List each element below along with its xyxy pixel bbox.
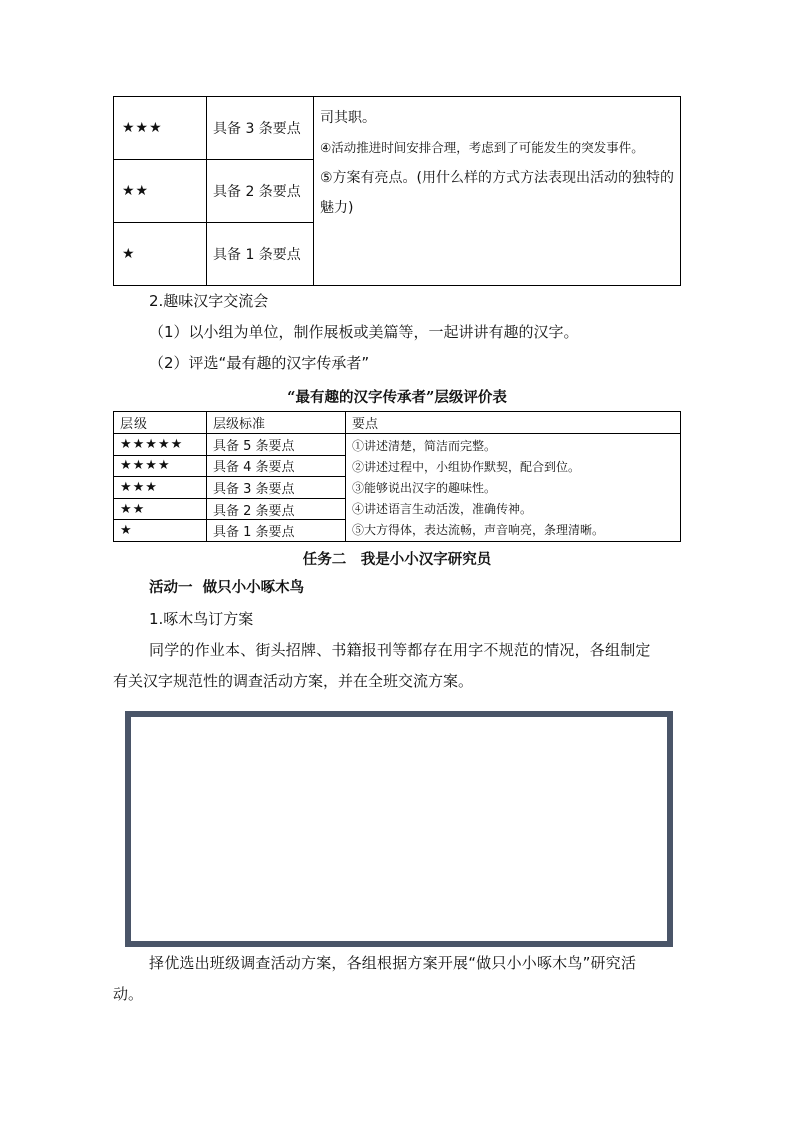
table-title: “最有趣的汉字传承者”层级评价表 bbox=[287, 389, 507, 406]
key-point: ④讲述语言生动活泼，准确传神。 bbox=[352, 502, 533, 516]
paragraph-line: 同学的作业本、街头招牌、书籍报刊等都存在用字不规范的情况，各组制定 bbox=[149, 641, 651, 659]
standard-cell: 具备 4 条要点 bbox=[207, 455, 346, 477]
activity-heading: 活动一 做只小小啄木鸟 bbox=[149, 580, 305, 596]
key-point: ③能够说出汉字的趣味性。 bbox=[352, 481, 497, 495]
key-points-cell bbox=[346, 434, 681, 542]
evaluation-table-top bbox=[113, 96, 681, 286]
standard-cell: 具备 1 条要点 bbox=[207, 520, 346, 542]
header-points: 要点 bbox=[346, 412, 681, 434]
level-cell: ★★ bbox=[114, 498, 207, 520]
instruction-item: （2）评选“最有趣的汉字传承者” bbox=[149, 354, 370, 372]
level-cell: ★★★★★ bbox=[114, 434, 207, 456]
key-point: ①讲述清楚，简洁而完整。 bbox=[352, 439, 497, 453]
key-point: 司其职。 bbox=[320, 110, 376, 126]
header-standard: 层级标准 bbox=[207, 412, 346, 434]
key-point: ②讲述过程中，小组协作默契，配合到位。 bbox=[352, 460, 581, 474]
evaluation-table bbox=[113, 411, 681, 542]
key-points-cell bbox=[314, 97, 681, 286]
level-cell: ★★★ bbox=[114, 477, 207, 499]
task-title: 任务二 我是小小汉字研究员 bbox=[302, 551, 492, 568]
key-point: ⑤方案有亮点。(用什么样的方式方法表现出活动的独特的魅力) bbox=[320, 170, 675, 216]
standard-cell: 具备 2 条要点 bbox=[207, 498, 346, 520]
level-cell: ★★ bbox=[114, 160, 207, 223]
instruction-item: （1）以小组为单位，制作展板或美篇等，一起讲讲有趣的汉字。 bbox=[149, 323, 579, 341]
level-cell: ★ bbox=[114, 223, 207, 286]
paragraph-line: 择优选出班级调查活动方案，各组根据方案开展“做只小小啄木鸟”研究活 bbox=[149, 954, 637, 972]
key-point: ④活动推进时间安排合理，考虑到了可能发生的突发事件。 bbox=[320, 140, 644, 155]
standard-cell: 具备 3 条要点 bbox=[207, 477, 346, 499]
standard-cell: 具备 1 条要点 bbox=[207, 223, 314, 286]
paragraph-line: 有关汉字规范性的调查活动方案，并在全班交流方案。 bbox=[113, 672, 474, 690]
paragraph-line: 动。 bbox=[113, 985, 144, 1003]
standard-cell: 具备 2 条要点 bbox=[207, 160, 314, 223]
header-level: 层级 bbox=[114, 412, 207, 434]
standard-cell: 具备 5 条要点 bbox=[207, 434, 346, 456]
level-cell: ★★★★ bbox=[114, 455, 207, 477]
section-heading: 2.趣味汉字交流会 bbox=[149, 292, 269, 310]
blank-answer-box bbox=[125, 711, 673, 947]
standard-cell: 具备 3 条要点 bbox=[207, 97, 314, 160]
level-cell: ★ bbox=[114, 520, 207, 542]
sub-heading: 1.啄木鸟订方案 bbox=[149, 610, 254, 628]
key-point: ⑤大方得体，表达流畅，声音响亮，条理清晰。 bbox=[352, 523, 605, 537]
level-cell: ★★★ bbox=[114, 97, 207, 160]
